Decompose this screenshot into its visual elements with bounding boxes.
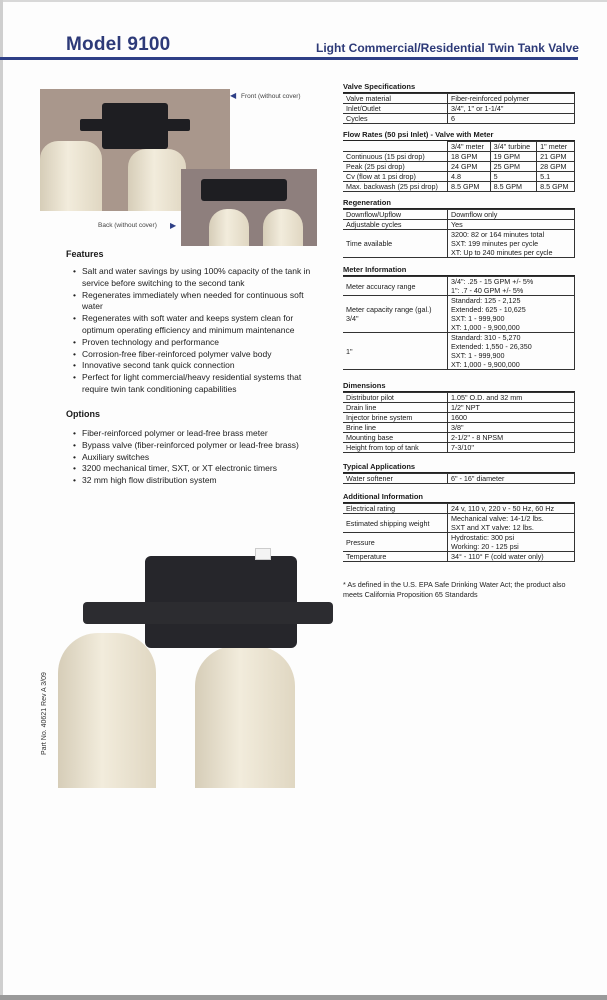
dimensions-heading: Dimensions	[343, 381, 575, 392]
footnote: * As defined in the U.S. EPA Safe Drinking Water Act; the product also meets California Proposition 65 Standards	[343, 580, 566, 599]
table-row: Downflow/Upflow Downflow only	[343, 210, 575, 220]
table-row: Distributor pilot 1.05" O.D. and 32 mm	[343, 393, 575, 403]
bottom-valve-cap	[255, 548, 271, 560]
header-rule	[0, 57, 578, 60]
table-row: Inlet/Outlet 3/4", 1" or 1-1/4"	[343, 104, 575, 114]
table-row: Adjustable cycles Yes	[343, 220, 575, 230]
table-row: Electrical rating 24 v, 110 v, 220 v - 50 Hz, 60 Hz	[343, 504, 575, 514]
table-row: Drain line 1/2" NPT	[343, 403, 575, 413]
table-row: Height from top of tank 7-3/10"	[343, 443, 575, 453]
scan-edge-top	[0, 0, 607, 2]
feature-item: • Innovative second tank quick connection	[70, 360, 325, 372]
table-row: Meter capacity range (gal.) 3/4" Standard: 125 - 2,125 Extended: 625 - 10,625 SXT: 1 - 999,900 XT: 1,000 - 9,900,000	[343, 296, 575, 333]
feature-item: • Regenerates immediately when needed for continuous soft water	[70, 290, 325, 314]
regeneration-table	[343, 209, 575, 258]
table-row: Peak (25 psi drop) 24 GPM 25 GPM 28 GPM	[343, 162, 575, 172]
option-item: • Bypass valve (fiber-reinforced polymer or lead-free brass)	[70, 440, 332, 452]
feature-item: • Proven technology and performance	[70, 337, 325, 349]
dimensions	[343, 381, 575, 453]
flow-table	[343, 141, 575, 192]
additional-table	[343, 503, 575, 562]
back-valve-head	[201, 179, 287, 201]
bottom-tank-left	[58, 633, 156, 788]
table-row: Brine line 3/8"	[343, 423, 575, 433]
scan-edge-left	[0, 0, 3, 1000]
table-row: Continuous (15 psi drop) 18 GPM 19 GPM 21 GPM	[343, 152, 575, 162]
page-subtitle: Light Commercial/Residential Twin Tank Valve	[316, 41, 579, 55]
table-row: Water softener 6" - 16" diameter	[343, 474, 575, 484]
dimensions-table	[343, 392, 575, 453]
table-row: Cv (flow at 1 psi drop) 4.8 5 5.1	[343, 172, 575, 182]
meter-table	[343, 276, 575, 370]
feature-item: • Perfect for light commercial/heavy residential systems that require twin tank conditioning capabilities	[70, 372, 325, 396]
back-arrow-icon: ▶	[170, 221, 177, 230]
typical-heading: Typical Applications	[343, 462, 575, 473]
valve-specifications	[343, 82, 575, 124]
tank-right	[128, 149, 186, 211]
table-row: Temperature 34° - 110° F (cold water only)	[343, 552, 575, 562]
additional-heading: Additional Information	[343, 492, 575, 503]
table-row: Estimated shipping weight Mechanical valve: 14-1/2 lbs. SXT and XT valve: 12 lbs.	[343, 514, 575, 533]
front-arrow-icon: ◀	[230, 91, 237, 100]
back-caption: Back (without cover)	[98, 222, 157, 229]
regeneration-heading: Regeneration	[343, 198, 575, 209]
typical-table	[343, 473, 575, 484]
table-row: Max. backwash (25 psi drop) 8.5 GPM 8.5 GPM 8.5 GPM	[343, 182, 575, 192]
option-item: • Auxiliary switches	[70, 452, 332, 464]
option-item: • Fiber-reinforced polymer or lead-free brass meter	[70, 428, 332, 440]
option-item: • 3200 mechanical timer, SXT, or XT electronic timers	[70, 463, 332, 475]
bottom-valve-piping	[83, 602, 333, 624]
options-list	[70, 428, 332, 487]
table-row: Cycles 6	[343, 114, 575, 124]
flow-rates	[343, 130, 575, 192]
valve-spec-table	[343, 93, 575, 124]
part-number: Part No. 40621 Rev A 3/09	[41, 672, 48, 755]
options-heading: Options	[66, 409, 100, 419]
back-tank-right	[263, 209, 303, 246]
table-row: Meter accuracy range 3/4": .25 - 15 GPM +/- 5% 1": .7 - 40 GPM +/- 5%	[343, 277, 575, 296]
product-photo	[55, 548, 345, 788]
tank-left	[40, 141, 102, 211]
bottom-tank-right	[195, 646, 295, 788]
option-item: • 32 mm high flow distribution system	[70, 475, 332, 487]
typical-applications	[343, 462, 575, 484]
table-row: Pressure Hydrostatic: 300 psi Working: 20 - 125 psi	[343, 533, 575, 552]
back-valve-photo	[181, 169, 317, 246]
front-caption: Front (without cover)	[241, 93, 301, 100]
table-row: Time available 3200: 82 or 164 minutes total SXT: 199 minutes per cycle XT: Up to 240 minutes per cycle	[343, 230, 575, 258]
valve-spec-heading: Valve Specifications	[343, 82, 575, 93]
back-tank-left	[209, 209, 249, 246]
table-row: 1" Standard: 310 - 5,270 Extended: 1,550 - 26,350 SXT: 1 - 999,900 XT: 1,000 - 9,900,000	[343, 333, 575, 370]
meter-heading: Meter Information	[343, 265, 575, 276]
valve-piping	[80, 119, 190, 131]
features-list	[70, 266, 325, 396]
table-header-row: 3/4" meter 3/4" turbine 1" meter	[343, 142, 575, 152]
additional-information	[343, 492, 575, 562]
table-row: Valve material Fiber-reinforced polymer	[343, 94, 575, 104]
meter-information	[343, 265, 575, 370]
feature-item: • Corrosion-free fiber-reinforced polymer valve body	[70, 349, 325, 361]
feature-item: • Regenerates with soft water and keeps system clean for optimum operating efficiency and minimum maintenance	[70, 313, 325, 337]
flow-heading: Flow Rates (50 psi Inlet) - Valve with Meter	[343, 130, 575, 141]
table-row: Mounting base 2-1/2" - 8 NPSM	[343, 433, 575, 443]
feature-item: • Salt and water savings by using 100% capacity of the tank in service before switching to the second tank	[70, 266, 325, 290]
regeneration	[343, 198, 575, 258]
scan-edge-bottom	[0, 995, 607, 1000]
page-title: Model 9100	[66, 34, 171, 55]
features-heading: Features	[66, 249, 104, 259]
table-row: Injector brine system 1600	[343, 413, 575, 423]
